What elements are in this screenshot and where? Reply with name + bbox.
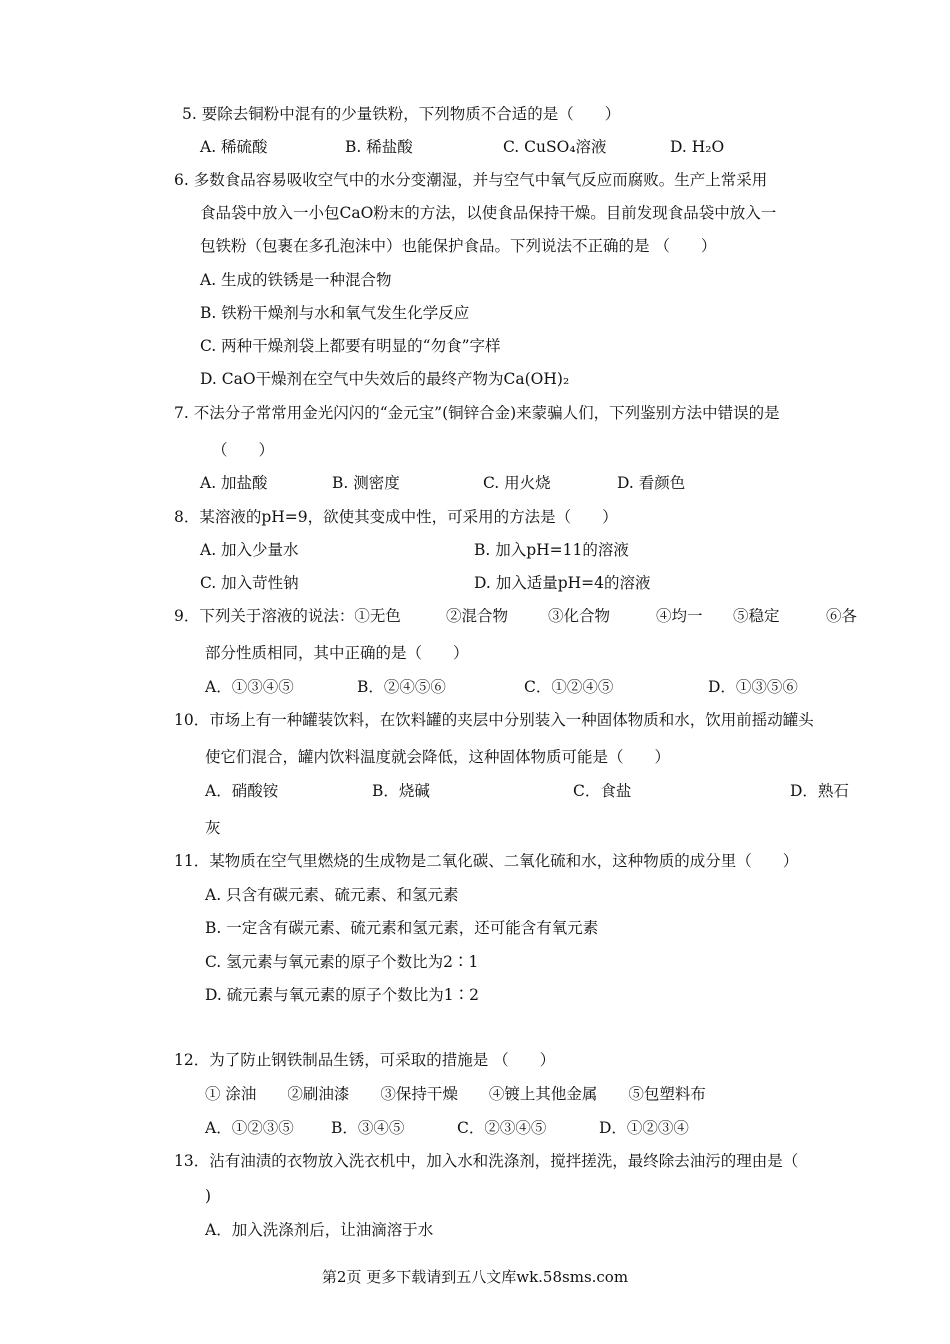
question-9-stem-part-5: ⑤稳定 <box>733 607 780 625</box>
question-7-stem-line-2: （ ） <box>212 441 275 459</box>
question-9-stem-part-3: ③化合物 <box>548 607 611 625</box>
q5-option-a: A. 稀硫酸 <box>200 138 268 156</box>
q11-option-c: C. 氢元素与氧元素的原子个数比为2∶1 <box>205 953 479 971</box>
q9-option-c: C．①②④⑤ <box>524 678 614 696</box>
q8-option-b: B. 加入pH=11的溶液 <box>474 541 629 559</box>
question-9-stem-part-1: 9．下列关于溶液的说法：①无色 <box>174 607 401 625</box>
q7-option-b: B. 测密度 <box>332 474 400 492</box>
q9-option-d: D．①③⑤⑥ <box>708 678 798 696</box>
q5-option-d: D. H₂O <box>670 138 725 156</box>
question-6-stem-line-3: 包铁粉（包裹在多孔泡沫中）也能保护食品。下列说法不正确的是 （ ） <box>200 237 717 255</box>
q5-option-c: C. CuSO₄溶液 <box>503 138 607 156</box>
q12-option-c: C．②③④⑤ <box>457 1119 547 1137</box>
q10-option-b: B．烧碱 <box>372 782 430 800</box>
question-12-stem: 12．为了防止钢铁制品生锈，可采取的措施是 （ ） <box>174 1051 556 1069</box>
q13-option-a: A．加入洗涤剂后，让油滴溶于水 <box>205 1221 434 1239</box>
page-footer: 第2页 更多下载请到五八文库wk.58sms.com <box>321 1268 629 1286</box>
question-9-stem-part-2: ②混合物 <box>446 607 509 625</box>
q8-option-d: D. 加入适量pH=4的溶液 <box>474 574 651 592</box>
q10-option-d-wrap: 灰 <box>205 819 221 837</box>
q12-option-a: A．①②③⑤ <box>205 1119 294 1137</box>
q9-option-a: A．①③④⑤ <box>205 678 294 696</box>
question-9-stem-line-2: 部分性质相同，其中正确的是（ ） <box>205 644 469 662</box>
question-7-stem-line-1: 7. 不法分子常常用金光闪闪的“金元宝”(铜锌合金)来蒙骗人们，下列鉴别方法中错误的是 <box>174 404 780 422</box>
q11-option-d: D. 硫元素与氧元素的原子个数比为1∶2 <box>205 986 479 1004</box>
question-9-stem-part-6: ⑥各 <box>826 607 858 625</box>
question-6-stem-line-1: 6. 多数食品容易吸收空气中的水分变潮湿，并与空气中氧气反应而腐败。生产上常采用 <box>174 171 768 189</box>
q7-option-c: C. 用火烧 <box>483 474 551 492</box>
q10-option-a: A．硝酸铵 <box>205 782 279 800</box>
q9-option-b: B．②④⑤⑥ <box>357 678 446 696</box>
q6-option-a: A. 生成的铁锈是一种混合物 <box>200 271 392 289</box>
q8-option-c: C. 加入苛性钠 <box>200 574 299 592</box>
q11-option-b: B. 一定含有碳元素、硫元素和氢元素，还可能含有氧元素 <box>205 919 599 937</box>
q10-option-d: D．熟石 <box>790 782 849 800</box>
question-9-stem-part-4: ④均一 <box>656 607 703 625</box>
question-10-stem-line-2: 使它们混合，罐内饮料温度就会降低，这种固体物质可能是（ ） <box>205 748 671 766</box>
q12-option-b: B．③④⑤ <box>331 1119 405 1137</box>
q7-option-a: A. 加盐酸 <box>200 474 268 492</box>
question-12-measures: ① 涂油 ②刷油漆 ③保持干燥 ④镀上其他金属 ⑤包塑料布 <box>205 1085 706 1103</box>
q6-option-c: C. 两种干燥剂袋上都要有明显的“勿食”字样 <box>200 337 501 355</box>
q6-option-b: B. 铁粉干燥剂与水和氧气发生化学反应 <box>200 304 470 322</box>
q8-option-a: A. 加入少量水 <box>200 541 299 559</box>
q5-option-b: B. 稀盐酸 <box>345 138 413 156</box>
q11-option-a: A. 只含有碳元素、硫元素、和氢元素 <box>205 886 459 904</box>
q12-option-d: D．①②③④ <box>599 1119 689 1137</box>
question-13-stem-line-2: ) <box>205 1187 212 1205</box>
q10-option-c: C．食盐 <box>573 782 632 800</box>
question-6-stem-line-2: 食品袋中放入一小包CaO粉末的方法，以使食品保持干燥。目前发现食品袋中放入一 <box>200 204 777 222</box>
question-5-stem: 5. 要除去铜粉中混有的少量铁粉，下列物质不合适的是（ ） <box>182 105 621 123</box>
q7-option-d: D. 看颜色 <box>617 474 686 492</box>
question-10-stem-line-1: 10．市场上有一种罐装饮料，在饮料罐的夹层中分别装入一种固体物质和水，饮用前摇动罐头 <box>174 711 814 729</box>
question-8-stem: 8．某溶液的pH=9，欲使其变成中性，可采用的方法是（ ） <box>174 508 618 526</box>
q6-option-d: D. CaO干燥剂在空气中失效后的最终产物为Ca(OH)₂ <box>200 370 570 388</box>
question-11-stem: 11．某物质在空气里燃烧的生成物是二氧化碳、二氧化硫和水，这种物质的成分里（ ） <box>174 852 799 870</box>
question-13-stem-line-1: 13．沾有油渍的衣物放入洗衣机中，加入水和洗涤剂，搅拌搓洗，最终除去油污的理由是（ <box>174 1152 799 1170</box>
